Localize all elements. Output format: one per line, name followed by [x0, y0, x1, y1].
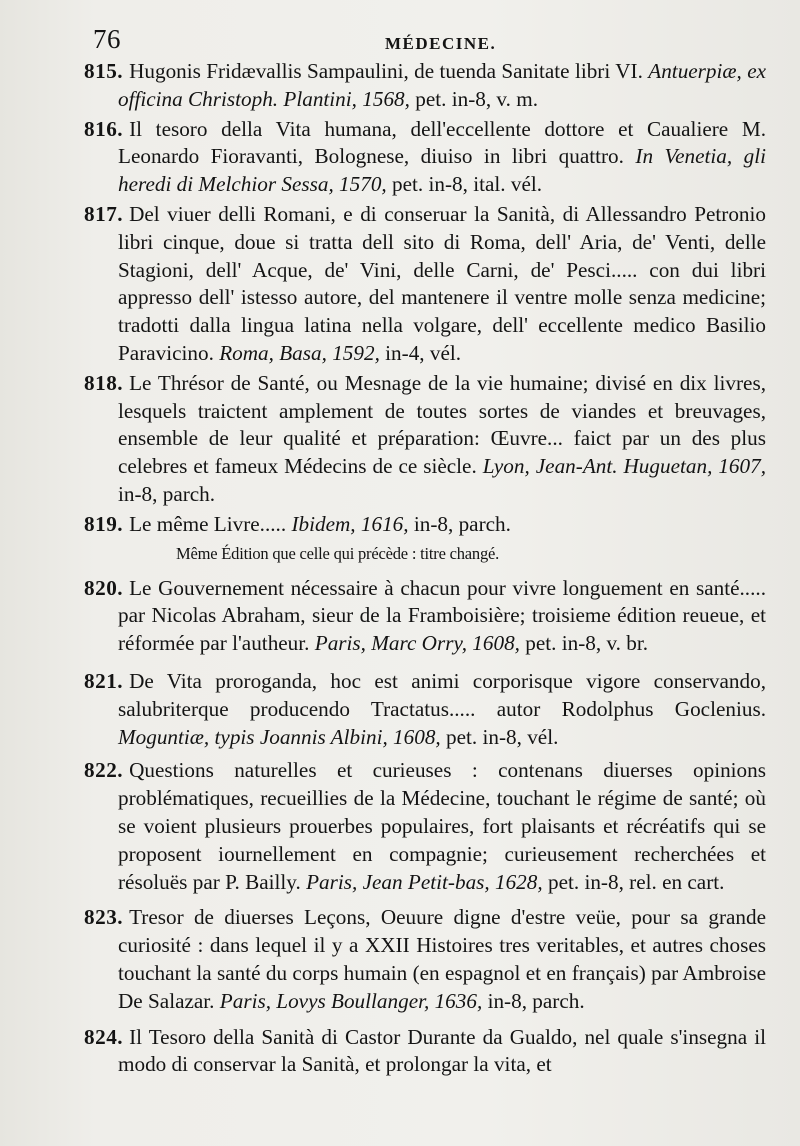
entry-title: Questions naturelles et curieuses : contenans diuerses opinions problématiques, recueillies de la Médecine, touchant le régime de santé; où se voient plusieurs prouerbes populaires, fort plaisants et récréatifs qui se proposent iournellement en compagnie; curieusement recherchées et résoluës par P. Bailly.: [118, 758, 766, 894]
entry-title: Hugonis Fridævallis Sampaulini, de tuenda Sanitate libri VI.: [129, 59, 643, 83]
entry-format: in-8, parch.: [118, 481, 216, 506]
entry-format: pet. in-8, rel. en cart.: [547, 869, 725, 894]
entry-format: pet. in-8, v. br.: [525, 631, 649, 656]
entry-title: Il Tesoro della Sanità di Castor Durante da Gualdo, nel quale s'insegna il modo di conservar la Sanità, et prolongar la vita, et: [118, 1024, 766, 1077]
entry-imprint: Moguntiæ, typis Joannis Albini, 1608,: [118, 724, 441, 749]
catalog-entry-824: [84, 1024, 766, 1080]
entry-imprint: Paris, Lovys Boullanger, 1636,: [219, 988, 483, 1013]
entry-imprint: Paris, Jean Petit-bas, 1628,: [306, 869, 543, 894]
entry-imprint: Lyon, Jean-Ant. Huguetan, 1607,: [482, 454, 767, 479]
catalog-entry-815: [84, 58, 767, 114]
entry-format: pet. in-8, ital. vél.: [392, 172, 543, 197]
entry-imprint: In Venetia, gli heredi di Melchior Sessa, 1570,: [118, 144, 767, 197]
entry-title: Il tesoro della Vita humana, dell'eccellente dottore et Caualiere M. Leonardo Fioravanti, Bolognese, diuiso in libri quattro.: [118, 116, 766, 169]
entry-imprint: Antuerpiæ, ex officina Christoph. Plantini, 1568,: [118, 59, 767, 111]
entry-number: 817.: [84, 201, 124, 226]
entry-number: 821.: [84, 668, 124, 693]
entry-number: 822.: [84, 758, 124, 783]
entry-format: pet. in-8, vél.: [446, 724, 559, 749]
catalog-entry-819: [84, 511, 766, 539]
catalog-entry-817: [84, 201, 766, 368]
entry-number: 815.: [84, 59, 124, 83]
entry-imprint: Ibidem, 1616,: [291, 511, 409, 536]
entry-title: Tresor de diuerses Leçons, Oeuure digne d'estre veüe, pour sa grande curiosité : dans lequel il y a XXII Histoires tres veritables, et autres choses touchant la santé du corps humain (en espagnol et en français) par Ambroise De Salazar.: [118, 905, 766, 1013]
entry-title: Le même Livre.....: [129, 511, 287, 536]
entry-imprint: Roma, Basa, 1592,: [219, 340, 380, 365]
entry-number: 816.: [84, 116, 124, 141]
entry-note: Même Édition que celle qui précède : titre changé.: [176, 543, 500, 563]
entry-number: 819.: [84, 511, 124, 536]
catalog-entries: [84, 58, 767, 1081]
catalog-entry-818: [84, 370, 767, 509]
entry-title: Le Gouvernement nécessaire à chacun pour vivre longuement en santé..... par Nicolas Abraham, sieur de la Framboisière; troisieme édition reueue, et réformée par l'autheur.: [118, 575, 766, 656]
entry-number: 818.: [84, 370, 124, 395]
catalog-entry-816: [84, 116, 767, 199]
entry-title: Le Thrésor de Santé, ou Mesnage de la vie humaine; divisé en dix livres, lesquels traictent amplement de toutes sortes de viandes et breuvages, ensemble de leur qualité et préparation: Œuvre... faict par un des plus celebres et fameux Médecins de ce siècle.: [118, 370, 766, 479]
entry-format: in-8, parch.: [487, 988, 585, 1013]
entry-number: 820.: [84, 575, 124, 600]
entry-number: 824.: [84, 1024, 124, 1049]
running-head: MÉDECINE.: [385, 34, 497, 53]
catalog-entry-820: [84, 575, 766, 658]
entry-number: 823.: [84, 905, 124, 930]
entry-format: in-4, vél.: [385, 340, 462, 365]
catalog-entry-822: [84, 757, 766, 896]
entry-imprint: Paris, Marc Orry, 1608,: [314, 631, 520, 656]
catalog-entry-821: [84, 668, 766, 751]
entry-format: pet. in-8, v. m.: [415, 86, 539, 111]
page-number: 76: [93, 24, 121, 54]
catalog-entry-823: [84, 904, 766, 1015]
entry-title: De Vita proroganda, hoc est animi corporisque vigore conservando, salubriterque producendo Tractatus..... autor Rodolphus Goclenius.: [118, 668, 766, 721]
entry-format: in-8, parch.: [413, 511, 511, 536]
entry-title: Del viuer delli Romani, e di conseruar la Sanità, di Allessandro Petronio libri cinque, doue si tratta dell sito di Roma, dell' Aria, de' Venti, delle Stagioni, dell' Acque, de' Vini, delle Carni, de' Pesci..... con dui libri appresso dell' istesso autore, del mantenere il ventre molle senza medicine; tradotti dalla lingua latina nella volgare, dell' eccellente medico Basilio Paravicino.: [118, 201, 766, 365]
